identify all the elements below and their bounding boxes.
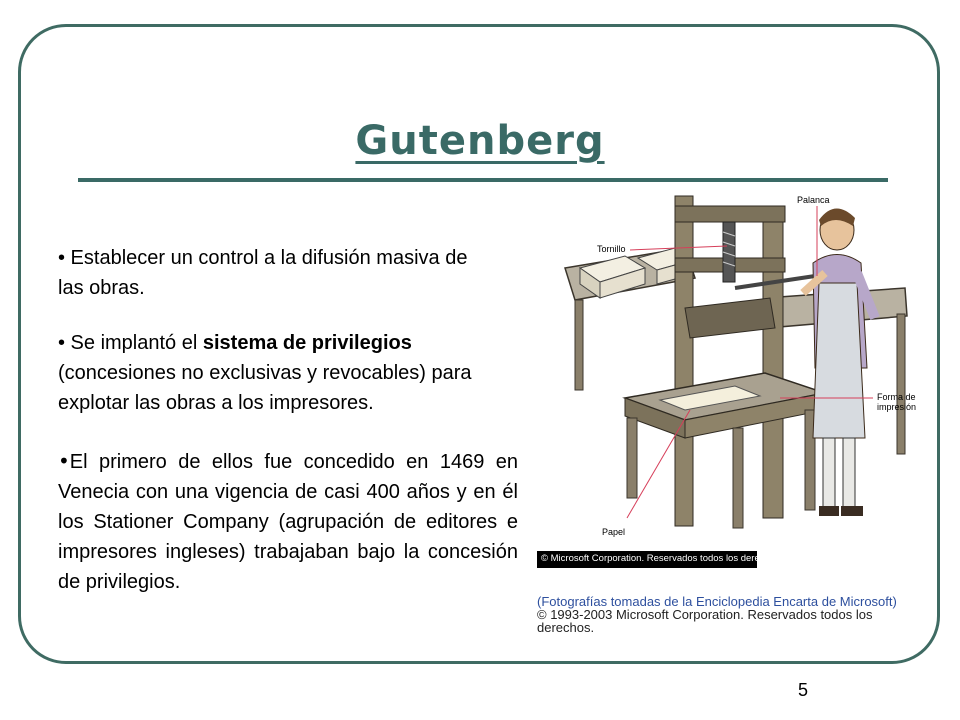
image-caption — [537, 595, 897, 634]
image-copyright-text: © Microsoft Corporation. Reservados todos los derechos. — [541, 553, 783, 564]
bullet3-symbol: • — [58, 449, 70, 473]
page-number: 5 — [798, 680, 809, 700]
bullet-control-difusion: • Establecer un control a la difusión masiva de las obras. — [58, 247, 468, 299]
bullet2-suffix: (concesiones no exclusivas y revocables) para explotar las obras a los impresores. — [58, 362, 472, 414]
bullet-sistema-privilegios — [58, 328, 518, 418]
label-forma-impresion: Forma de impresión — [877, 392, 917, 412]
bullet3-text: El primero de ellos fue concedido en 1469 en Venecia con una vigencia de casi 400 años y en él los Stationer Company (agrupación de editores e impresores ingleses) trabajaban bajo la concesión de privilegios. — [58, 451, 518, 593]
label-tornillo: Tornillo — [597, 244, 626, 254]
bullet2-bold: sistema de privilegios — [202, 332, 412, 354]
label-palanca: Palanca — [797, 195, 830, 205]
label-papel: Papel — [602, 527, 626, 537]
caption-rest: © 1993-2003 Microsoft Corporation. Reservados todos los derechos. — [537, 607, 873, 635]
slide-title: Gutenberg — [355, 118, 605, 164]
bullet2-prefix: • Se implantó el — [58, 332, 203, 354]
title-rule — [78, 178, 888, 182]
printing-press-illustration — [535, 188, 913, 572]
caption-link[interactable]: (Fotografías tomadas de la Enciclopedia Encarta de Microsoft) — [537, 594, 897, 609]
bullet-primer-privilegio — [58, 446, 518, 597]
